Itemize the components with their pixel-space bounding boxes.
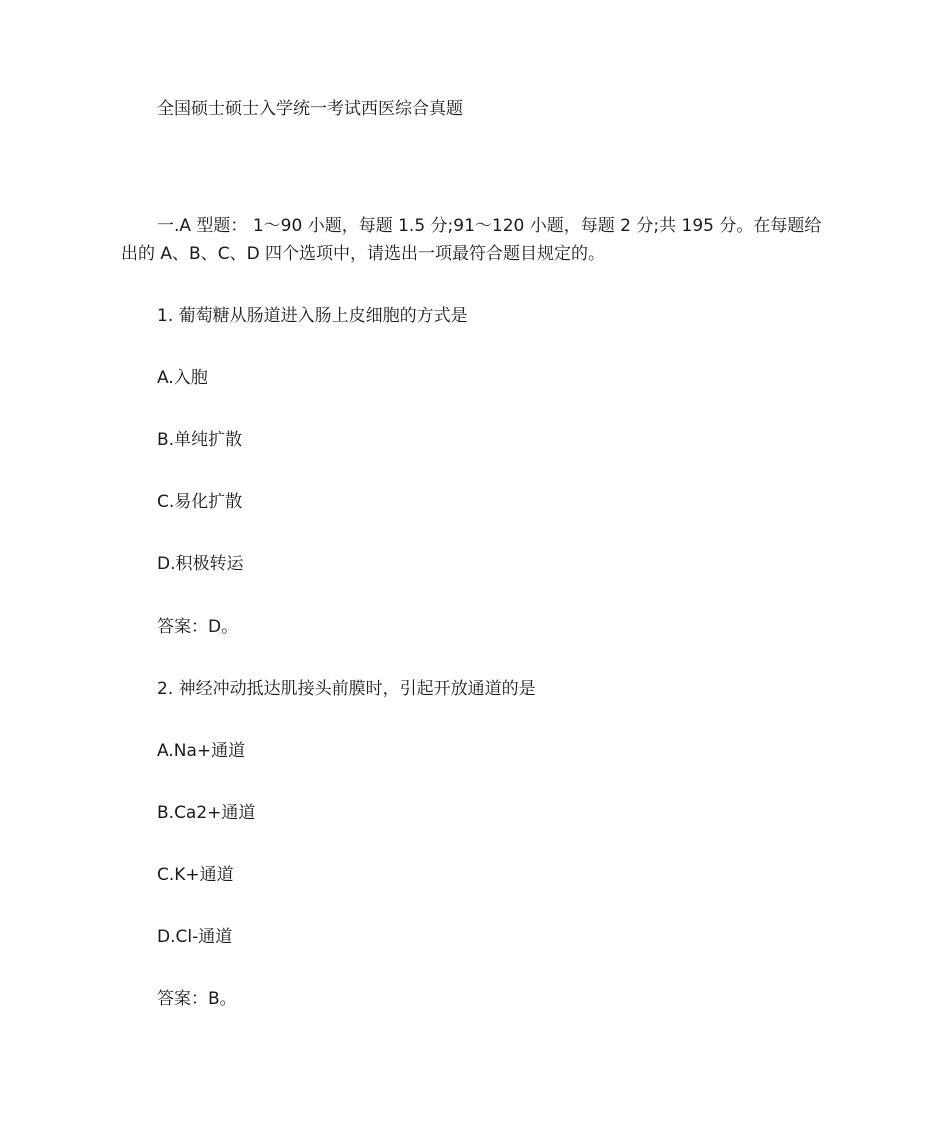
question-stem: 1. 葡萄糖从肠道进入肠上皮细胞的方式是 xyxy=(157,306,468,326)
option-d: D.积极转运 xyxy=(157,554,244,574)
option-a: A.Na+通道 xyxy=(157,741,246,761)
option-a: A.入胞 xyxy=(157,368,208,388)
option-c: C.K+通道 xyxy=(157,865,234,885)
question-stem: 2. 神经冲动抵达肌接头前膜时，引起开放通道的是 xyxy=(157,679,536,699)
answer: 答案：B。 xyxy=(157,989,237,1009)
answer: 答案：D。 xyxy=(157,617,239,637)
section-instructions: 一.A 型题： 1～90 小题，每题 1.5 分;91～120 小题，每题 2 分;共 195 分。在每题给出的 A、B、C、D 四个选项中，请选出一项最符合题目规定的。 xyxy=(121,216,822,264)
document-title: 全国硕士硕士入学统一考试西医综合真题 xyxy=(157,99,463,119)
option-d: D.Cl-通道 xyxy=(157,927,233,947)
option-b: B.Ca2+通道 xyxy=(157,803,256,823)
option-c: C.易化扩散 xyxy=(157,492,243,512)
option-b: B.单纯扩散 xyxy=(157,430,243,450)
